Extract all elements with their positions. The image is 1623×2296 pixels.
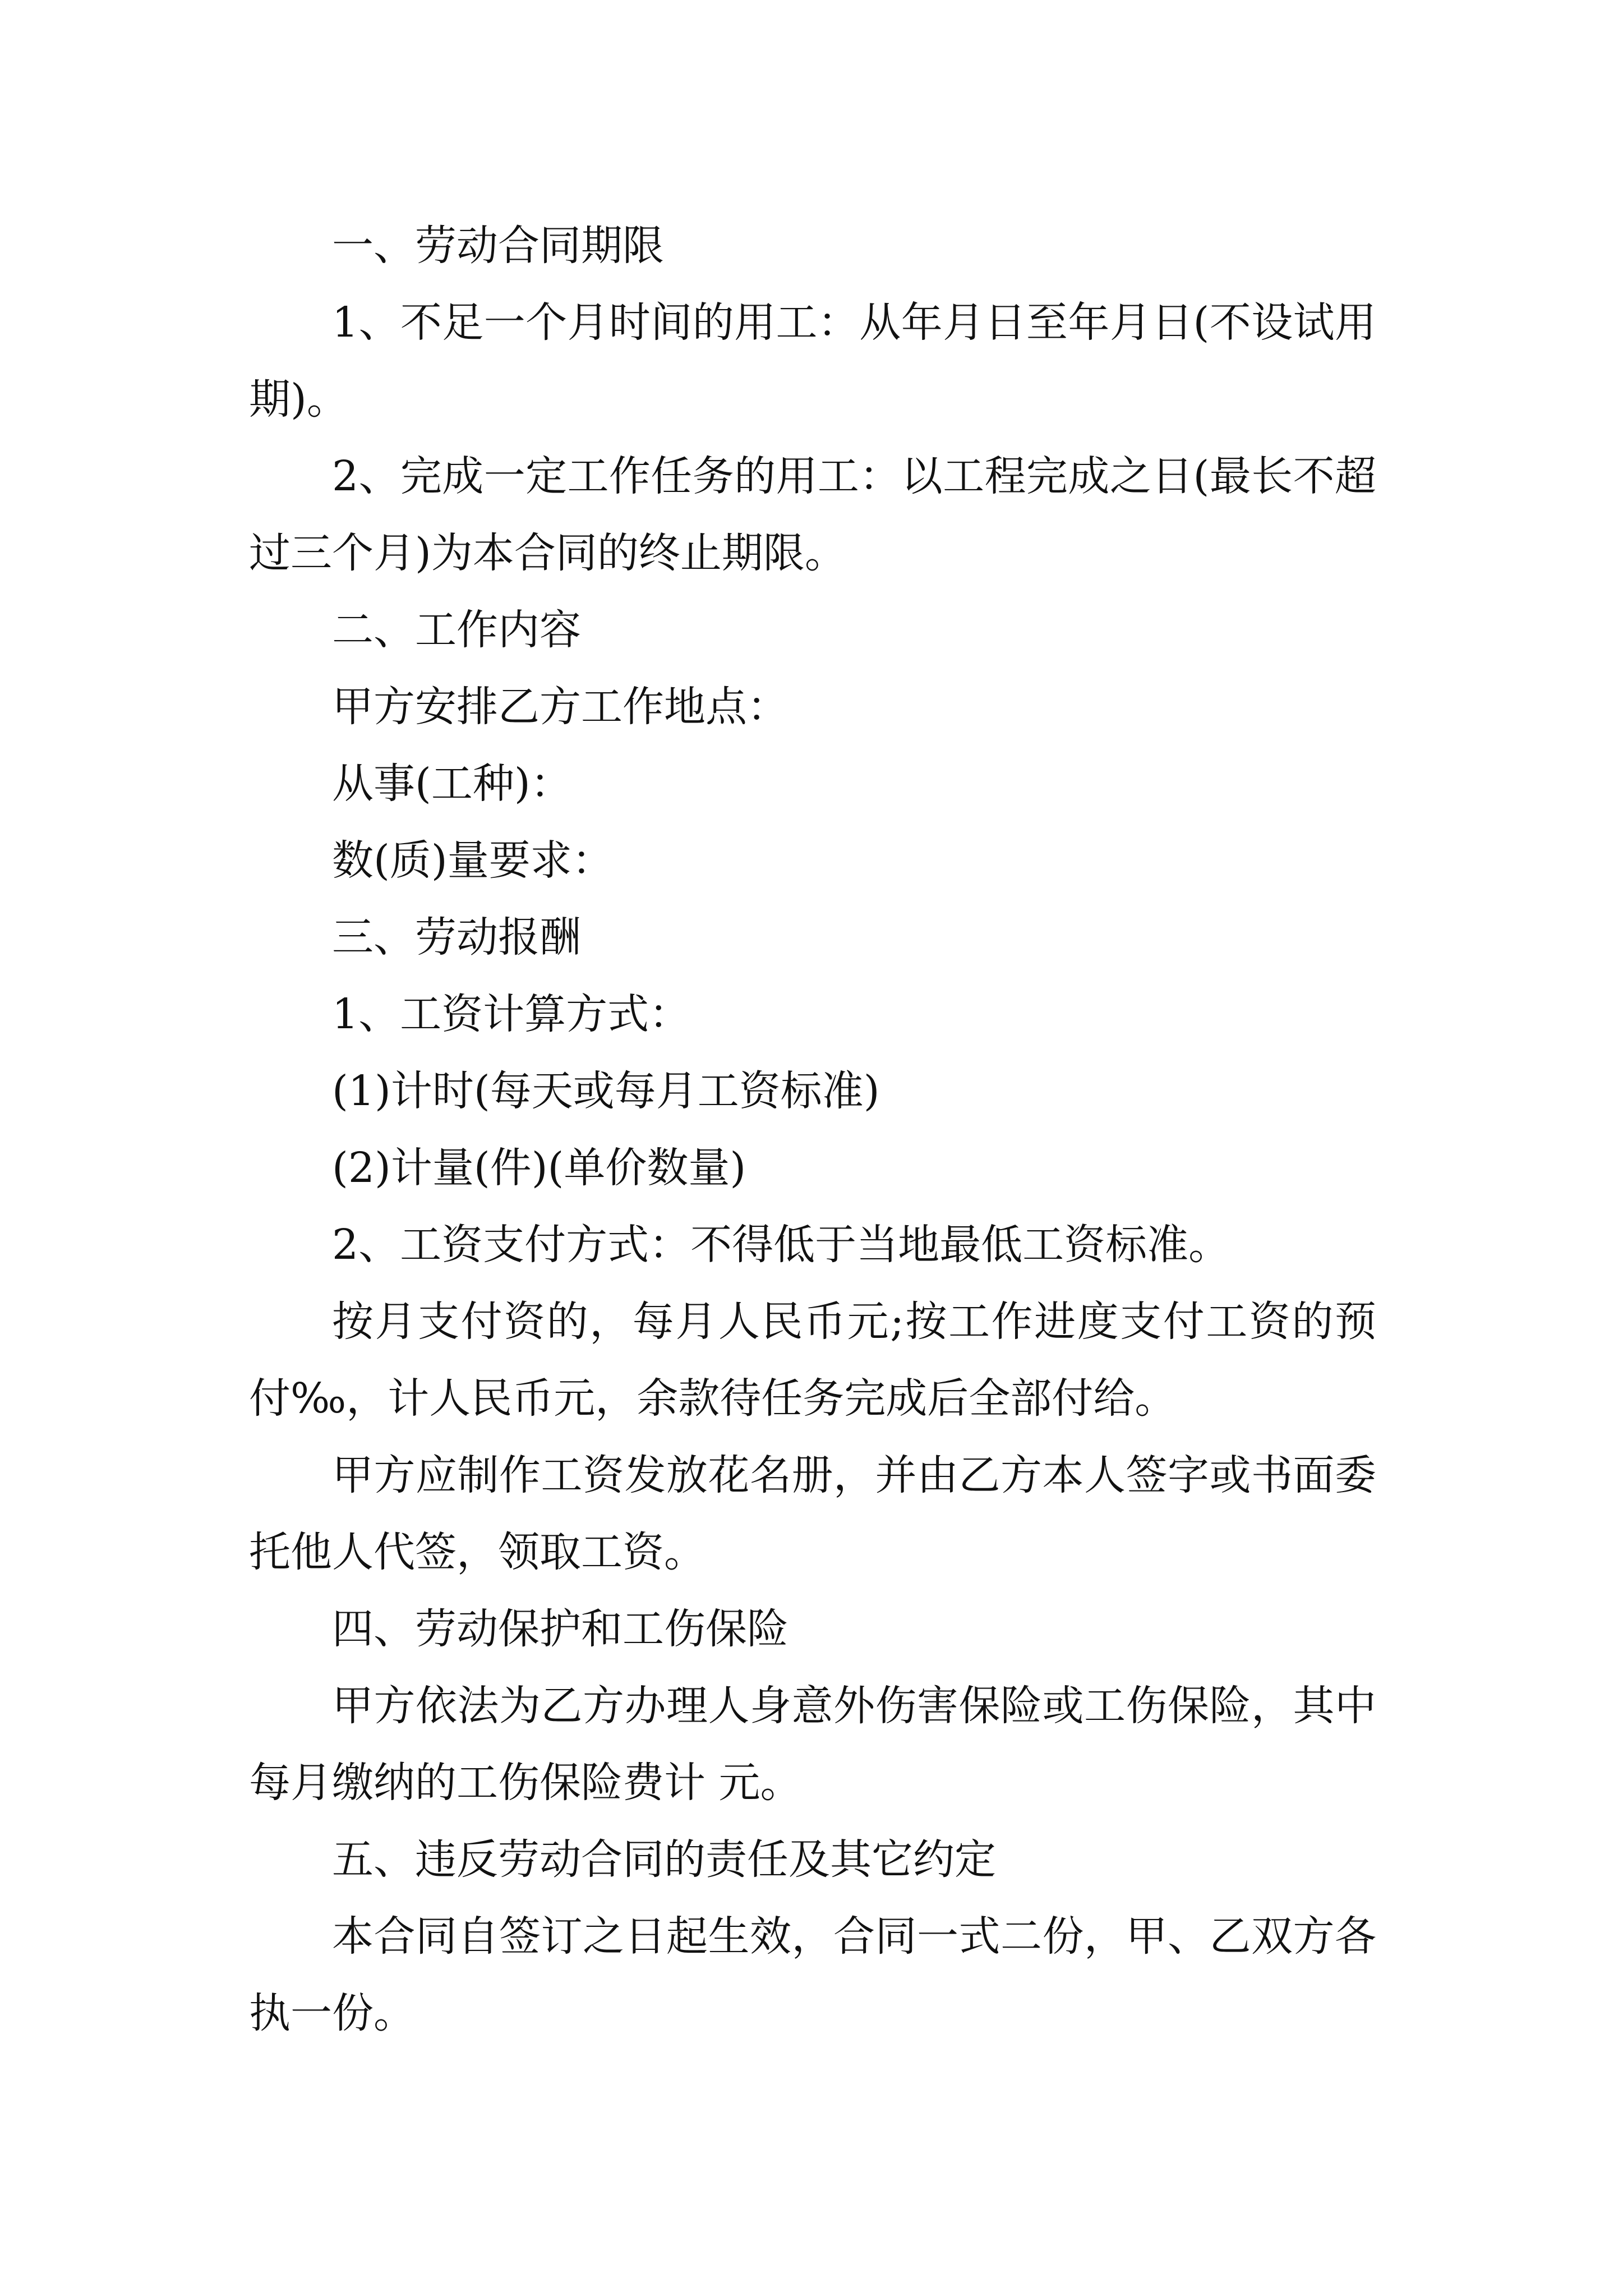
section-heading-remuneration: 三、劳动报酬 bbox=[332, 913, 581, 961]
field-job-type: 从事(工种)： bbox=[332, 760, 572, 808]
section-heading-liability: 五、违反劳动合同的责任及其它约定 bbox=[332, 1835, 996, 1884]
clause-wage-piece-based: (2)计量(件)(单价数量) bbox=[332, 1144, 746, 1192]
clause-effective-date: 本合同自签订之日起生效，合同一式二份，甲、乙双方各执一份。 bbox=[249, 1912, 1376, 2037]
section-heading-labor-protection: 四、劳动保护和工伤保险 bbox=[332, 1605, 789, 1653]
clause-wage-calculation: 1、工资计算方式： bbox=[332, 990, 691, 1038]
field-work-location: 甲方安排乙方工作地点： bbox=[332, 683, 789, 731]
clause-task-based-employment: 2、完成一定工作任务的用工：以工程完成之日(最长不超过三个月)为本合同的终止期限。 bbox=[249, 452, 1376, 577]
clause-monthly-payment: 按月支付资的，每月人民币元;按工作进度支付工资的预付‰，计人民币元，余款待任务完成后全部付给。 bbox=[249, 1297, 1376, 1423]
section-heading-contract-term: 一、劳动合同期限 bbox=[332, 222, 664, 270]
field-quality-requirements: 数(质)量要求： bbox=[332, 836, 614, 885]
clause-wage-payment-method: 2、工资支付方式：不得低于当地最低工资标准。 bbox=[332, 1221, 1230, 1269]
section-heading-work-content: 二、工作内容 bbox=[332, 606, 581, 654]
clause-wage-time-based: (1)计时(每天或每月工资标准) bbox=[332, 1067, 880, 1115]
clause-injury-insurance: 甲方依法为乙方办理人身意外伤害保险或工伤保险，其中每月缴纳的工伤保险费计 元。 bbox=[249, 1682, 1376, 1807]
clause-short-term-employment: 1、不足一个月时间的用工：从年月日至年月日(不设试用期)。 bbox=[249, 298, 1376, 424]
document-body bbox=[249, 208, 1376, 2052]
clause-payroll-roster: 甲方应制作工资发放花名册，并由乙方本人签字或书面委托他人代签，领取工资。 bbox=[249, 1451, 1376, 1576]
